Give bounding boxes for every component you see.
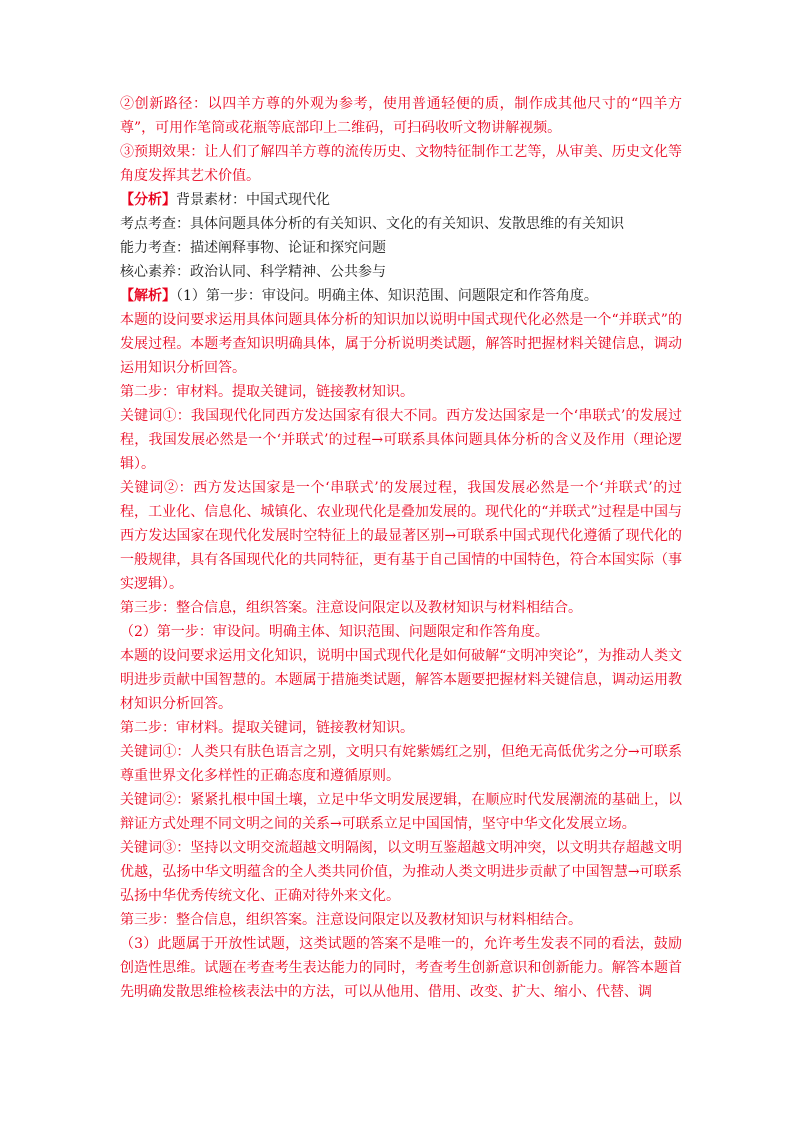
body-paragraph-10: 关键词②：紧紧扎根中国土壤，立足中华文明发展逻辑，在顺应时代发展潮流的基础上，以辩证方式处理不同文明之间的关系→可联系立足中国国情，坚守中华文化发展立场。: [120, 792, 682, 832]
body-paragraph-11: 关键词③：坚持以文明交流超越文明隔阂，以文明互鉴超越文明冲突，以文明共存超越文明优越，弘扬中华文明蕴含的全人类共同价值，为推动人类文明进步贡献了中国智慧→可联系弘扬中华优秀传统文化、正确对待外来文化。: [120, 840, 682, 904]
body-paragraph-6: （2）第一步：审设问。明确主体、知识范围、问题限定和作答角度。: [120, 624, 549, 640]
document-page: [120, 92, 682, 1004]
body-paragraph-5: 第三步：整合信息，组织答案。注意设问限定以及教材知识与材料相结合。: [120, 600, 582, 616]
analysis-line: [120, 188, 682, 212]
body-paragraph-2: 第二步：审材料。提取关键词，链接教材知识。: [120, 384, 414, 400]
hexin-line: 核心素养：政治认同、科学精神、公共参与: [120, 264, 386, 280]
kaodian-line: 考点考查：具体问题具体分析的有关知识、文化的有关知识、发散思维的有关知识: [120, 216, 624, 232]
body-paragraph-12: 第三步：整合信息，组织答案。注意设问限定以及教材知识与材料相结合。: [120, 912, 582, 928]
intro-paragraph-1: ②创新路径：以四羊方尊的外观为参考，使用普通轻便的质，制作成其他尺寸的“四羊方尊”，可用作笔筒或花瓶等底部印上二维码，可扫码收听文物讲解视频。: [120, 96, 682, 136]
body-paragraph-3: 关键词①：我国现代化同西方发达国家有很大不同。西方发达国家是一个‘串联式’的发展过程，我国发展必然是一个‘并联式’的过程→可联系具体问题具体分析的含义及作用（理论逻辑）。: [120, 408, 682, 472]
body-paragraph-9: 关键词①：人类只有肤色语言之别，文明只有姹紫嫣红之别，但绝无高低优劣之分→可联系尊重世界文化多样性的正确态度和遵循原则。: [120, 744, 682, 784]
jiexi-text: （1）第一步：审设问。明确主体、知识范围、问题限定和作答角度。: [176, 288, 598, 304]
analysis-text: 背景素材：中国式现代化: [176, 192, 330, 208]
intro-paragraph-2: ③预期效果：让人们了解四羊方尊的流传历史、文物特征制作工艺等，从审美、历史文化等角度发挥其艺术价值。: [120, 144, 682, 184]
jiexi-tag: 【解析】: [120, 288, 176, 304]
body-paragraph-13: （3）此题属于开放性试题，这类试题的答案不是唯一的，允许考生发表不同的看法，鼓励创造性思维。试题在考查考生表达能力的同时，考查考生创新意识和创新能力。解答本题首先明确发散思维检核表法中的方法，可以从他用、借用、改变、扩大、缩小、代替、调: [120, 936, 682, 1000]
body-paragraph-1: 本题的设问要求运用具体问题具体分析的知识加以说明中国式现代化必然是一个“并联式”的发展过程。本题考查知识明确具体，属于分析说明类试题，解答时把握材料关键信息，调动运用知识分析回答。: [120, 312, 682, 376]
nengli-line: 能力考查：描述阐释事物、论证和探究问题: [120, 240, 386, 256]
body-paragraph-4: 关键词②：西方发达国家是一个‘串联式’的发展过程，我国发展必然是一个‘并联式’的过程，工业化、信息化、城镇化、农业现代化是叠加发展的。现代化的“并联式”过程是中国与西方发达国家在现代化发展时空特征上的最显著区别→可联系中国式现代化遵循了现代化的一般规律，具有各国现代化的共同特征，更有基于自己国情的中国特色，符合本国实际（事实逻辑）。: [120, 480, 682, 592]
body-paragraph-8: 第二步：审材料。提取关键词，链接教材知识。: [120, 720, 414, 736]
analysis-tag: 【分析】: [120, 192, 176, 208]
jiexi-line: [120, 284, 682, 308]
body-paragraph-7: 本题的设问要求运用文化知识，说明中国式现代化是如何破解“文明冲突论”，为推动人类文明进步贡献中国智慧的。本题属于措施类试题，解答本题要把握材料关键信息，调动运用教材知识分析回答。: [120, 648, 682, 712]
